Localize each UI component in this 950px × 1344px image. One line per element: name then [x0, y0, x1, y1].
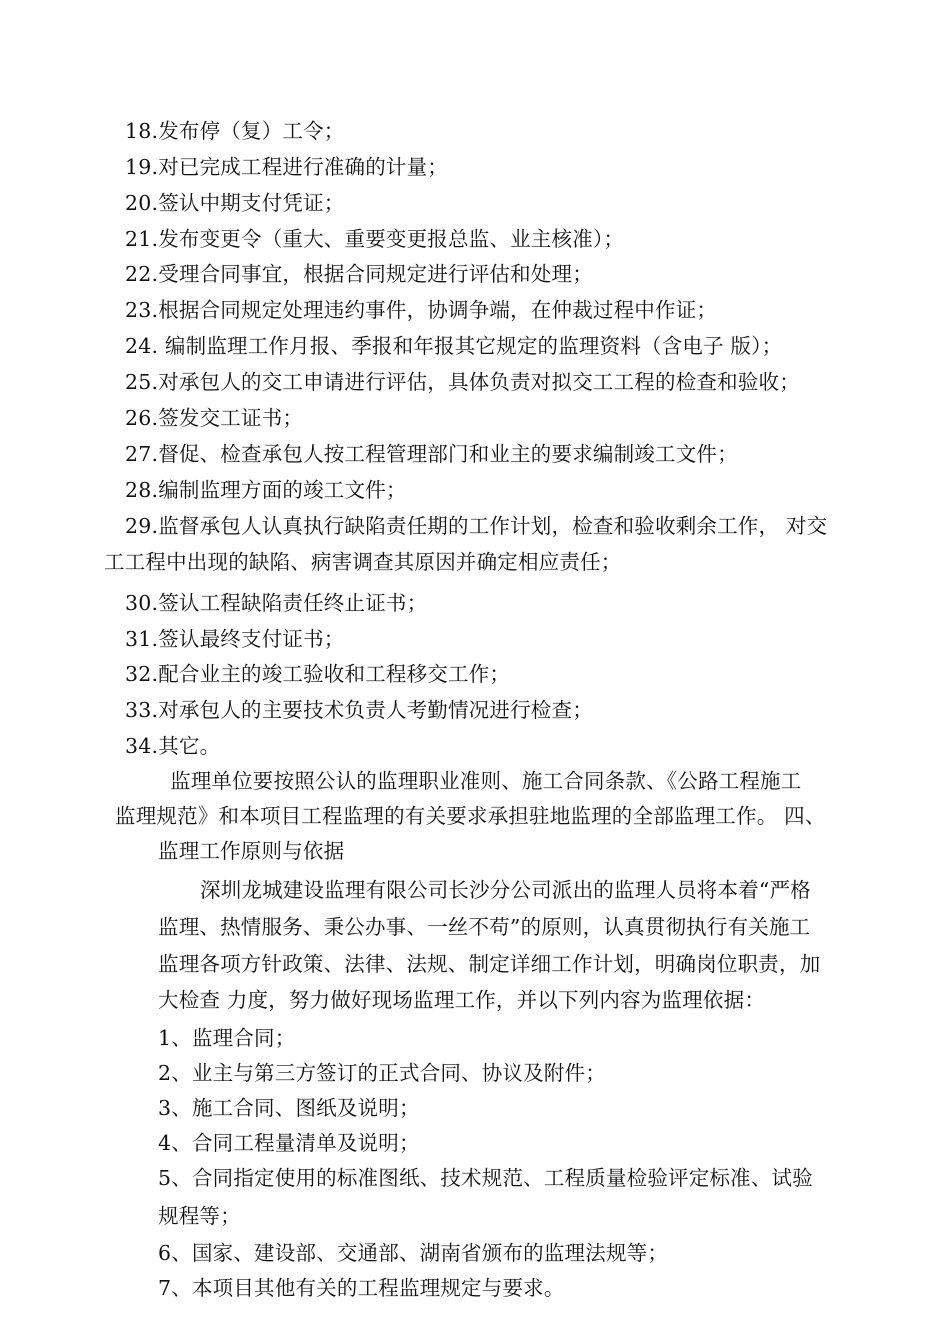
basis-item-3: 3、施工合同、图纸及说明；: [158, 1096, 420, 1120]
duty-item-18: 18.发布停（复）工令；: [125, 119, 345, 143]
basis-item-6: 6、国家、建设部、交通部、湖南省颁布的监理法规等；: [158, 1241, 669, 1265]
duty-item-24: 24. 编制监理工作月报、季报和年报其它规定的监理资料（含电子 版）；: [125, 334, 783, 358]
principle-paragraph-line2: 监理、热情服务、秉公办事、一丝不苟”的原则，认真贯彻执行有关施工: [158, 915, 811, 939]
duty-item-19: 19.对已完成工程进行准确的计量；: [125, 155, 449, 179]
basis-item-7: 7、本项目其他有关的工程监理规定与要求。: [158, 1276, 565, 1300]
basis-item-1: 1、监理合同；: [158, 1026, 296, 1050]
duty-item-28: 28.编制监理方面的竣工文件；: [125, 478, 407, 502]
duty-item-27: 27.督促、检查承包人按工程管理部门和业主的要求编制竣工文件；: [125, 442, 738, 466]
principle-paragraph-line3: 监理各项方针政策、法律、法规、制定详细工作计划，明确岗位职责，加: [158, 952, 821, 976]
duty-item-23: 23.根据合同规定处理违约事件，协调争端，在仲裁过程中作证；: [125, 298, 718, 322]
duty-item-22: 22.受理合同事宜，根据合同规定进行评估和处理；: [125, 262, 593, 286]
duty-item-34: 34.其它。: [125, 734, 221, 758]
closing-paragraph-line1: 监理单位要按照公认的监理职业准则、施工合同条款、《公路工程施工: [170, 769, 802, 793]
basis-item-5-line2: 规程等；: [158, 1204, 241, 1228]
duty-item-29-line2: 工工程中出现的缺陷、病害调查其原因并确定相应责任；: [104, 550, 622, 574]
closing-paragraph-line2: 监理规范》和本项目工程监理的有关要求承担驻地监理的全部监理工作。 四、: [115, 804, 826, 828]
duty-item-30: 30.签认工程缺陷责任终止证书；: [125, 591, 428, 615]
duty-item-32: 32.配合业主的竣工验收和工程移交工作；: [125, 662, 511, 686]
basis-item-5-line1: 5、合同指定使用的标准图纸、技术规范、工程质量检验评定标准、试验: [158, 1166, 813, 1190]
section-heading-principles: 监理工作原则与依据: [158, 839, 345, 863]
duty-item-25: 25.对承包人的交工申请进行评估，具体负责对拟交工工程的检查和验收；: [125, 370, 800, 394]
duty-item-33: 33.对承包人的主要技术负责人考勤情况进行检查；: [125, 698, 593, 722]
basis-item-4: 4、合同工程量清单及说明；: [158, 1131, 420, 1155]
principle-paragraph-line1: 深圳龙城建设监理有限公司长沙分公司派出的监理人员将本着“严格: [200, 878, 811, 902]
duty-item-26: 26.签发交工证书；: [125, 406, 304, 430]
basis-item-2: 2、业主与第三方签订的正式合同、协议及附件；: [158, 1061, 606, 1085]
principle-paragraph-line4: 大检查 力度，努力做好现场监理工作，并以下列内容为监理依据：: [158, 988, 766, 1012]
duty-item-31: 31.签认最终支付证书；: [125, 627, 345, 651]
duty-item-21: 21.发布变更令（重大、重要变更报总监、业主核准）；: [125, 227, 625, 251]
duty-item-29-line1: 29.监督承包人认真执行缺陷责任期的工作计划，检查和验收剩余工作， 对交: [125, 514, 828, 538]
duty-item-20: 20.签认中期支付凭证；: [125, 191, 345, 215]
